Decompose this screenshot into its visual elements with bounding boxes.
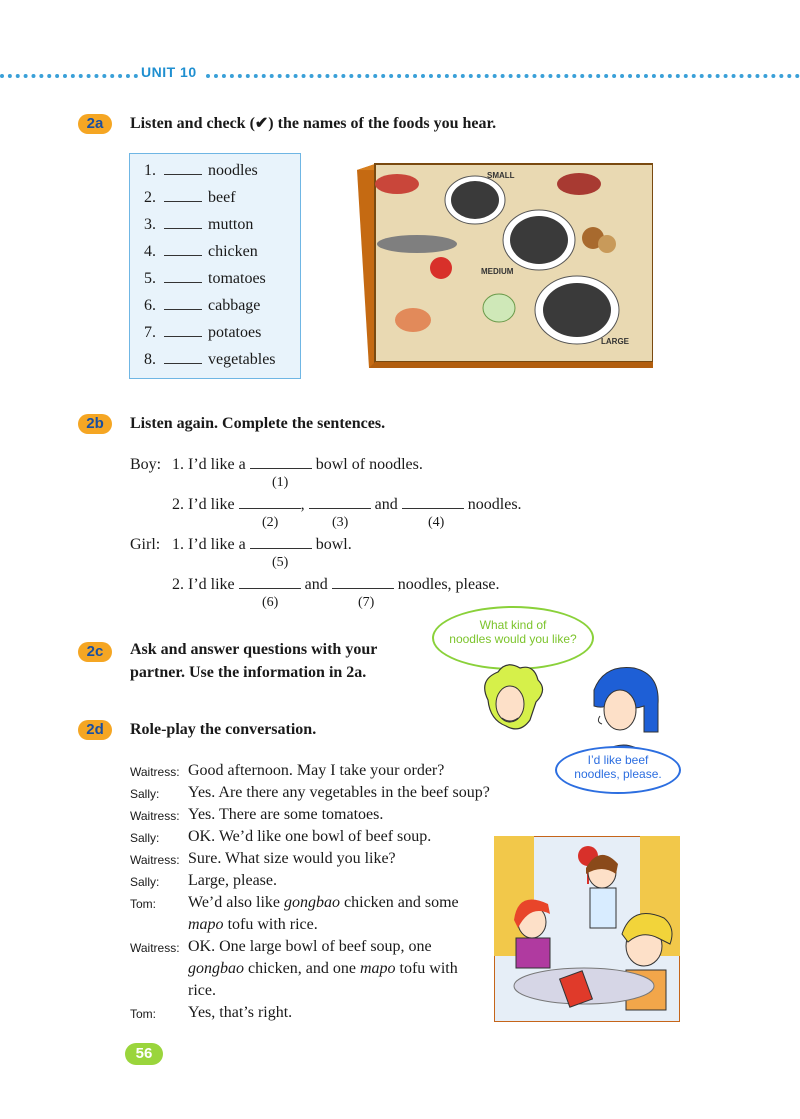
badge-2d: 2d [78,720,112,740]
check-blank[interactable] [164,324,202,337]
speech-bubble-answer: I’d like beef noodles, please. [555,746,681,794]
dialogue-line: OK. One large bowl of beef soup, one gongbao chicken, and one mapo tofu with rice. [188,938,458,999]
speaker-label: Tom: [130,897,157,911]
check-blank[interactable] [164,297,202,310]
speech-bubble-question: What kind of noodles would you like? [432,606,594,670]
instruction-2c-line1: Ask and answer questions with your [130,641,378,658]
blank-number: (4) [428,515,445,530]
speaker-label: Waitress: [130,941,180,955]
boy-sentence-1: 1. I’d like a bowl of noodles. [172,456,423,473]
instruction-2a: Listen and check (✔) the names of the foods you hear. [130,115,497,132]
dialogue-line: Good afternoon. May I take your order? [188,762,445,779]
check-blank[interactable] [164,351,202,364]
list-item: 2. beef [144,189,236,206]
blank-number: (3) [332,515,349,530]
girl-sentence-1: 1. I’d like a bowl. [172,536,352,553]
check-blank[interactable] [164,216,202,229]
dialogue-line: Yes, that’s right. [188,1004,293,1021]
list-item: 8. vegetables [144,351,276,368]
blank-number: (2) [262,515,279,530]
answer-blank-5[interactable] [250,536,312,549]
check-blank[interactable] [164,270,202,283]
check-blank[interactable] [164,162,202,175]
dialogue-line: Sure. What size would you like? [188,850,396,867]
list-item: 1. noodles [144,162,258,179]
speaker-label: Sally: [130,875,160,889]
answer-blank-1[interactable] [250,456,312,469]
check-blank[interactable] [164,189,202,202]
dialogue-line: OK. We’d like one bowl of beef soup. [188,828,432,845]
speaker-label: Waitress: [130,809,180,823]
girl-label: Girl: [130,536,161,553]
answer-blank-4[interactable] [402,496,464,509]
menu-label-large: LARGE [601,337,629,346]
check-blank[interactable] [164,243,202,256]
speaker-label: Waitress: [130,853,180,867]
restaurant-illustration [494,836,680,1022]
instruction-2b: Listen again. Complete the sentences. [130,415,386,432]
speaker-label: Sally: [130,831,160,845]
speaker-label: Waitress: [130,765,180,779]
answer-blank-2[interactable] [239,496,301,509]
food-checklist [129,153,301,379]
menu-label-medium: MEDIUM [481,267,514,276]
characters-illustration [474,660,674,760]
page-number: 56 [125,1043,163,1065]
menu-board-illustration [357,162,653,368]
header-dots-left [0,74,138,78]
blank-number: (1) [272,475,289,490]
answer-blank-3[interactable] [309,496,371,509]
badge-2b: 2b [78,414,112,434]
badge-2a: 2a [78,114,112,134]
dialogue-line: We’d also like gongbao chicken and some mapo tofu with rice. [188,894,459,933]
dialogue-line: Yes. There are some tomatoes. [188,806,384,823]
blank-number: (7) [358,595,375,610]
list-item: 7. potatoes [144,324,262,341]
blank-number: (5) [272,555,289,570]
badge-2c: 2c [78,642,112,662]
dialogue-line: Large, please. [188,872,277,889]
instruction-2d: Role-play the conversation. [130,721,317,738]
dialogue-line: Yes. Are there any vegetables in the beef soup? [188,784,490,801]
header-dots-right [206,74,800,78]
list-item: 3. mutton [144,216,254,233]
menu-label-small: SMALL [487,171,515,180]
list-item: 5. tomatoes [144,270,266,287]
answer-blank-6[interactable] [239,576,301,589]
list-item: 6. cabbage [144,297,261,314]
answer-blank-7[interactable] [332,576,394,589]
boy-label: Boy: [130,456,162,473]
list-item: 4. chicken [144,243,258,260]
instruction-2c-line2: partner. Use the information in 2a. [130,664,367,681]
girl-sentence-2: 2. I’d like and noodles, please. [172,576,500,593]
boy-sentence-2: 2. I’d like , and noodles. [172,496,522,513]
speaker-label: Tom: [130,1007,157,1021]
blank-number: (6) [262,595,279,610]
unit-title: UNIT 10 [141,64,197,80]
speaker-label: Sally: [130,787,160,801]
